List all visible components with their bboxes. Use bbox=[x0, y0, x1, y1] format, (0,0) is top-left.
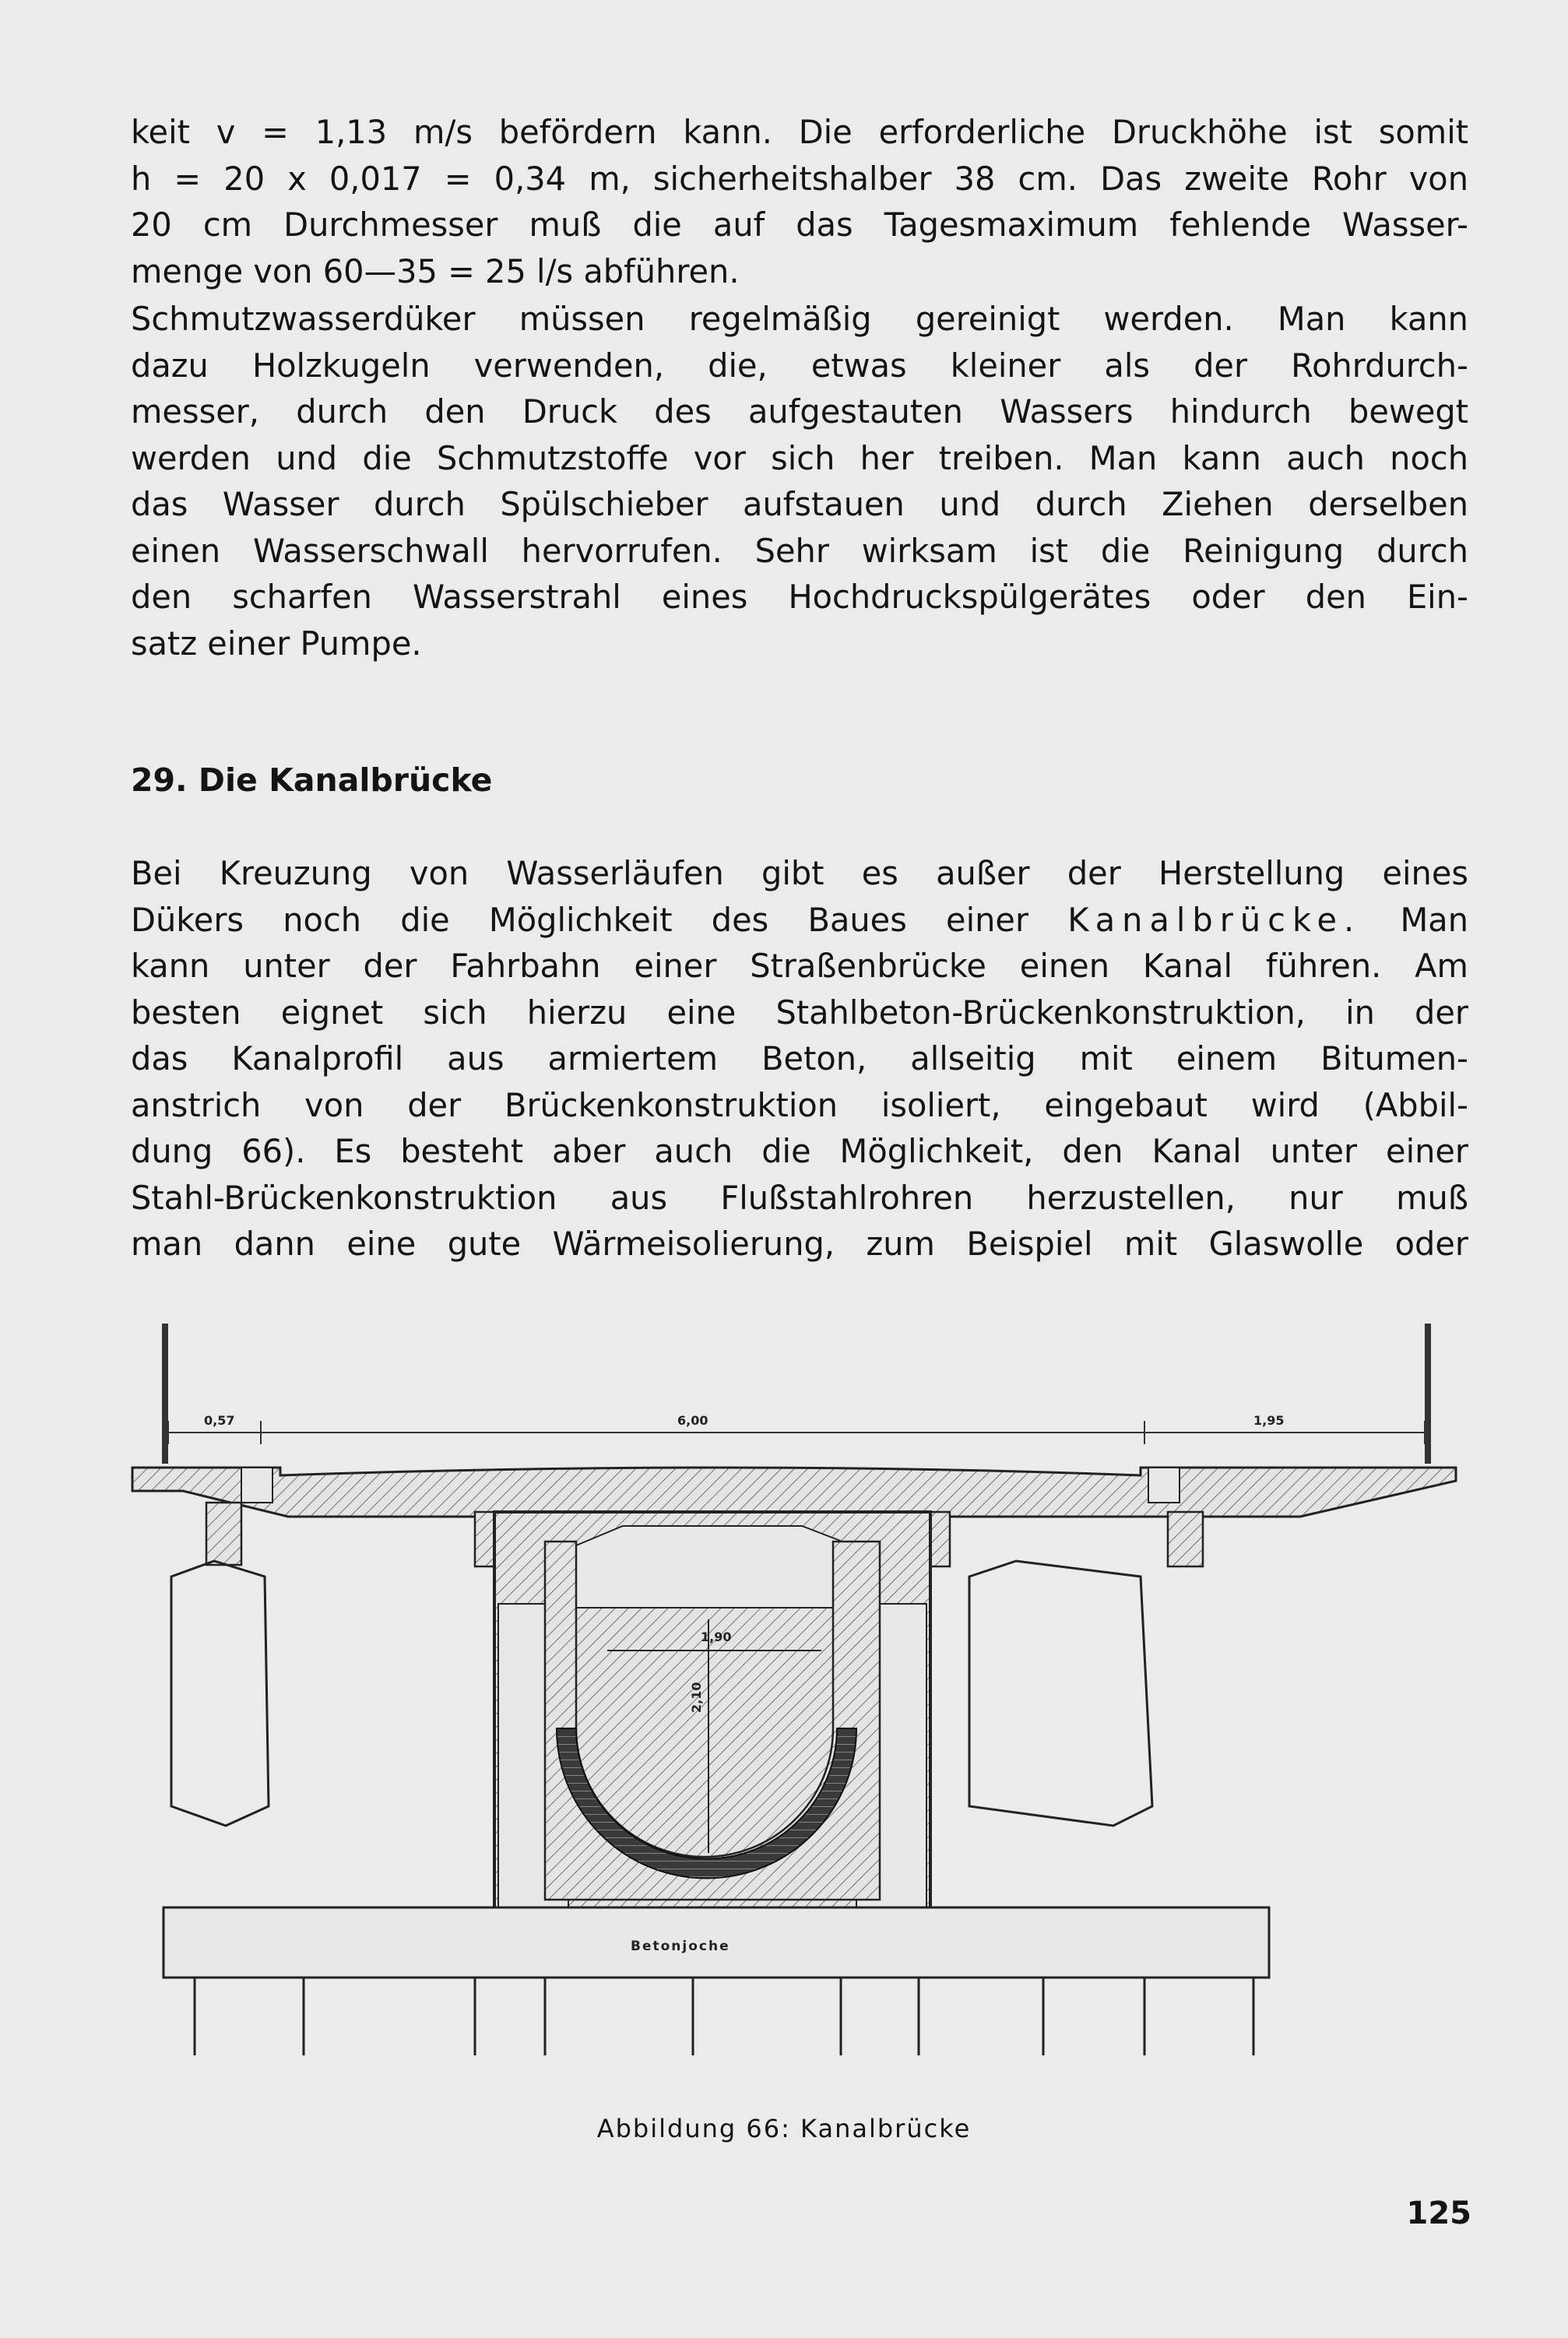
left-railing bbox=[162, 1324, 168, 1464]
paragraph-3 bbox=[131, 850, 1468, 1267]
text-line: man dann eine gute Wärmeisolierung, zum Beispiel mit Glaswolle oder bbox=[131, 1225, 1468, 1263]
text-line: das Kanalprofil aus armiertem Beton, allseitig mit einem Bitumen- bbox=[131, 1039, 1468, 1078]
text-line: kann unter der Fahrbahn einer Straßenbrücke einen Kanal führen. Am bbox=[131, 947, 1468, 985]
text-line: satz einer Pumpe. bbox=[131, 624, 422, 663]
dimension-width: 1,90 bbox=[701, 1630, 732, 1644]
text-line: das Wasser durch Spülschieber aufstauen und durch Ziehen derselben bbox=[131, 485, 1468, 523]
piles bbox=[195, 1978, 1253, 2055]
pier-left bbox=[206, 1503, 241, 1565]
text-line: den scharfen Wasserstrahl eines Hochdruckspülgerätes oder den Ein- bbox=[131, 578, 1468, 616]
page-number: 125 bbox=[1406, 2196, 1471, 2231]
paragraph-2 bbox=[131, 296, 1468, 666]
text-line: Stahl-Brückenkonstruktion aus Flußstahlrohren herzustellen, nur muß bbox=[131, 1178, 1468, 1217]
canal-bridge-drawing bbox=[109, 1308, 1479, 2125]
dimension-line bbox=[168, 1421, 1425, 1444]
text-line: dung 66). Es besteht aber auch die Möglichkeit, den Kanal unter einer bbox=[131, 1132, 1468, 1170]
text-segment: Man bbox=[1361, 900, 1468, 939]
text-line: Schmutzwasserdüker müssen regelmäßig gereinigt werden. Man kann bbox=[131, 300, 1468, 338]
canal-trough bbox=[494, 1512, 930, 1917]
base-label: Betonjoche bbox=[631, 1939, 730, 1954]
hollow-chamber-right bbox=[969, 1561, 1152, 1826]
text-line: anstrich von der Brückenkonstruktion isoliert, eingebaut wird (Abbil- bbox=[131, 1085, 1468, 1124]
text-line-emphasis bbox=[131, 897, 1468, 944]
text-line: dazu Holzkugeln verwenden, die, etwas kleiner als der Rohrdurch- bbox=[131, 346, 1468, 385]
text-line: h = 20 x 0,017 = 0,34 m, sicherheitshalber 38 cm. Das zweite Rohr von bbox=[131, 159, 1468, 198]
text-line: werden und die Schmutzstoffe vor sich her treiben. Man kann auch noch bbox=[131, 438, 1468, 477]
text-line: einen Wasserschwall hervorrufen. Sehr wirksam ist die Reinigung durch bbox=[131, 531, 1468, 570]
text-line: Bei Kreuzung von Wasserläufen gibt es außer der Herstellung eines bbox=[131, 854, 1468, 892]
spaced-term: Kanalbrücke. bbox=[1067, 900, 1362, 939]
text-line: messer, durch den Druck des aufgestauten Wassers hindurch bewegt bbox=[131, 392, 1468, 431]
dimension-middle: 6,00 bbox=[677, 1413, 708, 1428]
text-line: menge von 60—35 = 25 l/s abführen. bbox=[131, 251, 740, 290]
paragraph-1 bbox=[131, 109, 1468, 294]
dimension-left: 0,57 bbox=[204, 1413, 235, 1428]
right-railing bbox=[1425, 1324, 1431, 1464]
text-line: keit v = 1,13 m/s befördern kann. Die erforderliche Druckhöhe ist somit bbox=[131, 113, 1468, 151]
text-segment: Dükers noch die Möglichkeit des Baues einer bbox=[131, 900, 1068, 939]
pier-right bbox=[1168, 1512, 1203, 1566]
dimension-height: 2,10 bbox=[689, 1682, 704, 1713]
text-line: besten eignet sich hierzu eine Stahlbeton-Brückenkonstruktion, in der bbox=[131, 993, 1468, 1032]
text-line: 20 cm Durchmesser muß die auf das Tagesmaximum fehlende Wasser- bbox=[131, 206, 1468, 244]
section-heading: 29. Die Kanalbrücke bbox=[131, 761, 493, 799]
figure-caption: Abbildung 66: Kanalbrücke bbox=[596, 2114, 972, 2143]
hollow-chamber-left bbox=[171, 1561, 269, 1826]
dimension-right: 1,95 bbox=[1253, 1413, 1285, 1428]
bridge-deck bbox=[132, 1468, 1456, 1517]
